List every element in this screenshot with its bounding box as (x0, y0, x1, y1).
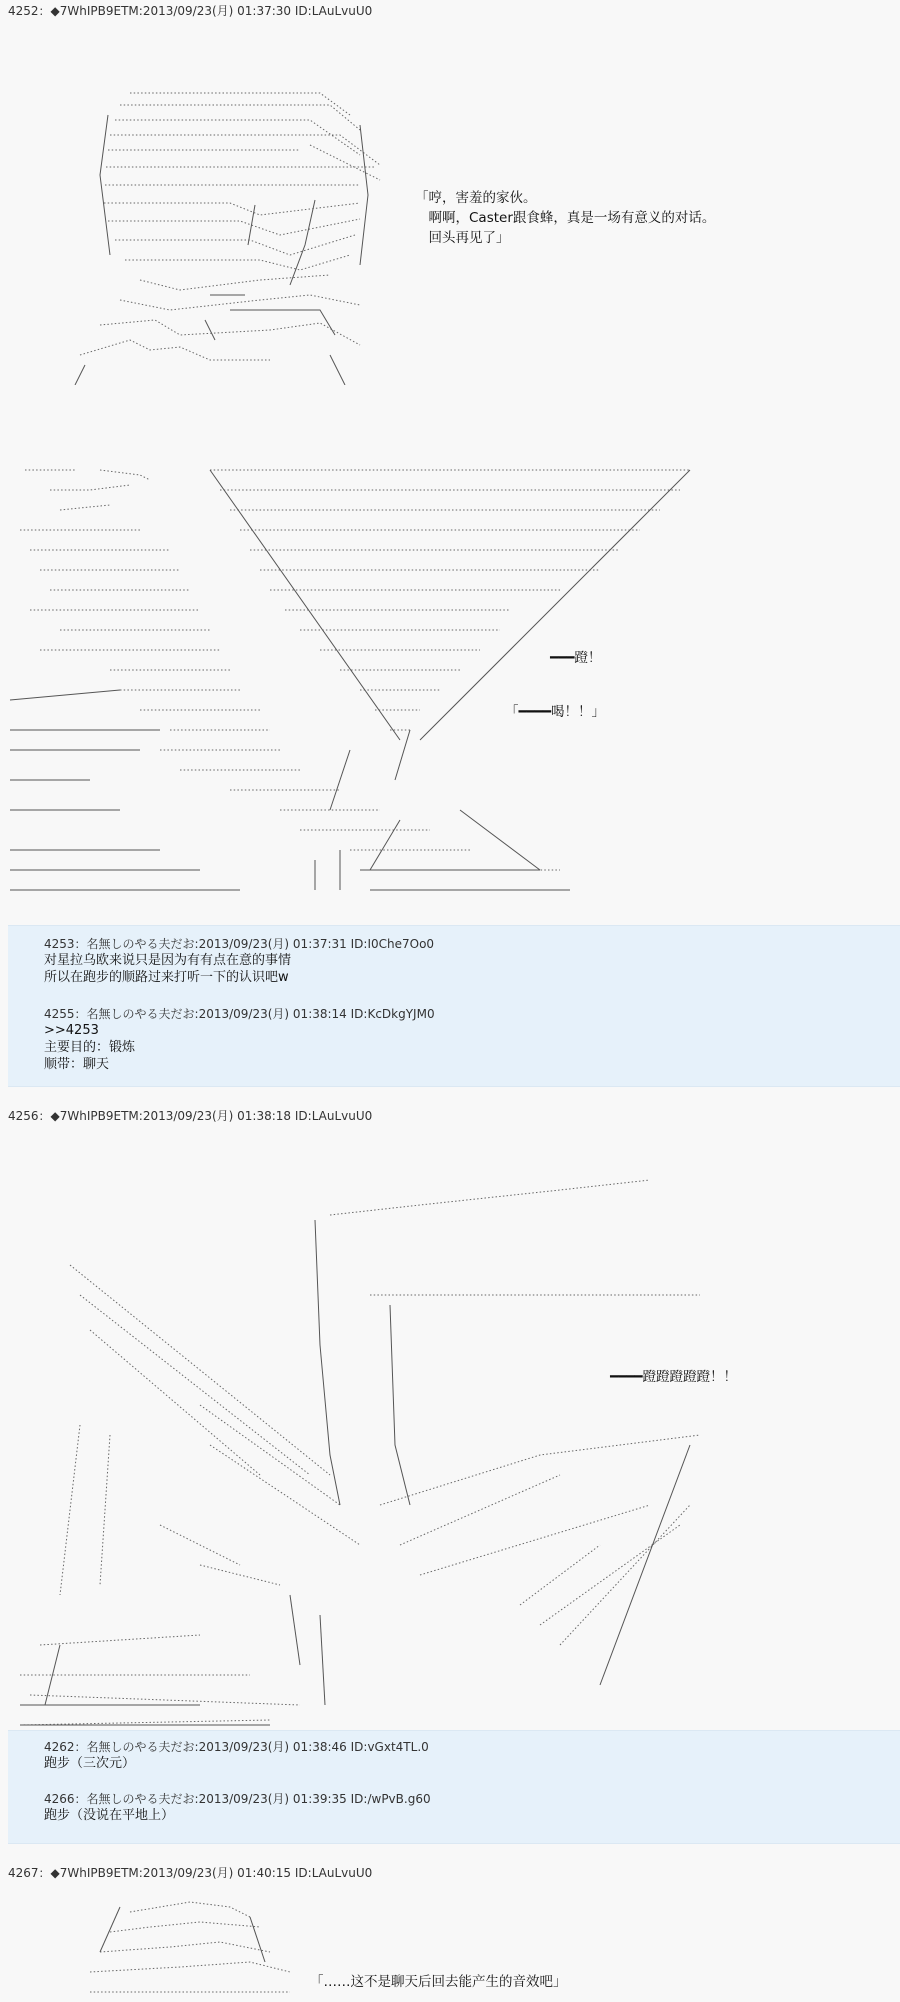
comment-box (8, 1730, 900, 1844)
comment-line: 主要目的：锻炼 (44, 1040, 136, 1055)
comment-line: >>4253 (44, 1023, 99, 1038)
comment-line: 跑步（三次元） (44, 1756, 136, 1771)
comment (44, 936, 434, 986)
comment (44, 1006, 435, 1073)
comment-box (8, 925, 900, 1087)
sound-effect: 「━━━━喝！！」 (505, 704, 606, 720)
comment-meta: 4266：名無しのやる夫だお:2013/09/23(月) 01:39:35 ID:/wPvB.g60 (44, 1792, 431, 1806)
comment-line: 对星拉乌欧来说只是因为有有点在意的事情 (44, 953, 292, 968)
post-4252 (0, 0, 900, 900)
speech-bubble: 「……这不是聊天后回去能产生的音效吧」 (310, 1974, 567, 1990)
comment-meta: 4262：名無しのやる夫だお:2013/09/23(月) 01:38:46 ID:vGxt4TL.0 (44, 1740, 429, 1754)
sound-effect: ━━━蹬！ (550, 650, 602, 666)
comment-line: 所以在跑步的顺路过来打听一下的认识吧w (44, 970, 289, 985)
ascii-art-action (0, 450, 700, 920)
comment (44, 1791, 431, 1824)
comment-meta: 4255：名無しのやる夫だお:2013/09/23(月) 01:38:14 ID:KcDkgYJM0 (44, 1007, 435, 1021)
comment-line: 顺带：聊天 (44, 1057, 110, 1072)
speech-bubble (415, 188, 715, 248)
post-4256 (0, 1105, 900, 1725)
post-header: 4252：◆7WhIPB9ETM:2013/09/23(月) 01:37:30 ID:LAuLvuU0 (8, 4, 373, 18)
speech-line: 回头再见了」 (415, 230, 510, 246)
comment-meta: 4253：名無しのやる夫だお:2013/09/23(月) 01:37:31 ID:I0Che7Oo0 (44, 937, 435, 951)
post-4267 (0, 1862, 900, 2000)
sound-effect: ━━━━蹬蹬蹬蹬蹬！！ (610, 1369, 738, 1385)
ascii-art-action (0, 1145, 720, 1745)
post-header: 4256：◆7WhIPB9ETM:2013/09/23(月) 01:38:18 ID:LAuLvuU0 (8, 1109, 373, 1123)
post-header: 4267：◆7WhIPB9ETM:2013/09/23(月) 01:40:15 ID:LAuLvuU0 (8, 1866, 373, 1880)
comment (44, 1739, 429, 1772)
speech-line: 啊啊，Caster跟食蜂，真是一场有意义的对话。 (415, 210, 716, 226)
comment-line: 跑步（没说在平地上） (44, 1808, 175, 1823)
speech-line: 「哼，害羞的家伙。 (415, 190, 537, 206)
